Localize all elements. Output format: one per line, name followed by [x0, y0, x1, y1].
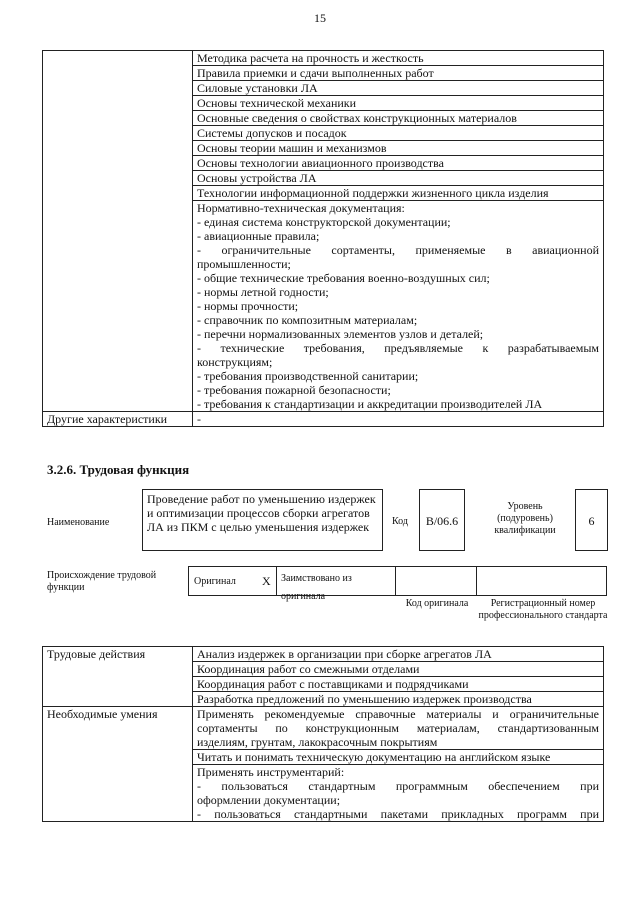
- function-name-box: Проведение работ по уменьшению издержек и оптимизации процессов сборки агрегатов ЛА из ПКМ с целью уменьшения издержек: [142, 489, 383, 551]
- original-mark: X: [262, 574, 271, 588]
- origin-label: Происхождение трудовой функции: [47, 570, 157, 593]
- normative-line: - технические требования, предъявляемые к разрабатываемым: [197, 341, 599, 355]
- action-item: Координация работ со смежными отделами: [193, 662, 604, 677]
- normative-line: - требования к стандартизации и аккредитации производителей ЛА: [197, 397, 543, 411]
- skill-line: сортаменты по конструкционным материалам, стандартизованным: [197, 721, 599, 735]
- knowledge-item: Технологии информационной поддержки жизненного цикла изделия: [193, 186, 604, 201]
- original-label: Оригинал: [194, 576, 236, 587]
- registration-caption: Регистрационный номер профессионального стандарта: [478, 598, 608, 621]
- skill-line: Применять рекомендуемые справочные материалы и ограничительные: [197, 707, 599, 721]
- knowledge-table: [42, 50, 604, 427]
- knowledge-item: Силовые установки ЛА: [193, 81, 604, 96]
- other-characteristics-label: Другие характеристики: [43, 412, 193, 427]
- actions-label: Трудовые действия: [43, 647, 193, 707]
- knowledge-item: Системы допусков и посадок: [193, 126, 604, 141]
- normative-line: - авиационные правила;: [197, 229, 320, 243]
- normative-line: - нормы летной годности;: [197, 285, 329, 299]
- normative-line: - справочник по композитным материалам;: [197, 313, 418, 327]
- skill-line: - пользоваться стандартными пакетами прикладных программ при: [197, 807, 599, 821]
- level-box: 6: [575, 489, 608, 551]
- registration-number-cell: [476, 566, 607, 596]
- section-title: 3.2.6. Трудовая функция: [47, 462, 190, 477]
- knowledge-item: Основные сведения о свойствах конструкционных материалов: [193, 111, 604, 126]
- code-label: Код: [392, 516, 408, 527]
- skill-item: [193, 707, 604, 750]
- skill-item: Читать и понимать техническую документацию на английском языке: [193, 750, 604, 765]
- knowledge-item: Основы теории машин и механизмов: [193, 141, 604, 156]
- knowledge-item: Основы устройства ЛА: [193, 171, 604, 186]
- normative-line: - общие технические требования военно-воздушных сил;: [197, 271, 490, 285]
- skill-item: [193, 765, 604, 822]
- labor-function-table: [42, 646, 604, 822]
- normative-line: промышленности;: [197, 257, 291, 271]
- knowledge-item: Основы технической механики: [193, 96, 604, 111]
- skill-line: изделиям, грунтам, лакокрасочным покрытиям: [197, 735, 438, 749]
- original-code-caption: Код оригинала: [405, 598, 469, 609]
- knowledge-label-cell: [43, 51, 193, 412]
- original-cell: [188, 566, 277, 596]
- skills-label: Необходимые умения: [43, 707, 193, 822]
- normative-line: - ограничительные сортаменты, применяемые в авиационной: [197, 243, 599, 257]
- code-box: B/06.6: [419, 489, 465, 551]
- knowledge-item: Правила приемки и сдачи выполненных работ: [193, 66, 604, 81]
- normative-line: - требования производственной санитарии;: [197, 369, 419, 383]
- action-item: Разработка предложений по уменьшению издержек производства: [193, 692, 604, 707]
- normative-line: - нормы прочности;: [197, 299, 299, 313]
- borrowed-label: Заимствовано из оригинала: [281, 573, 352, 602]
- borrowed-cell: [276, 566, 396, 602]
- normative-line: - требования пожарной безопасности;: [197, 383, 391, 397]
- level-label: Уровень (подуровень) квалификации: [494, 501, 556, 536]
- normative-line: - единая система конструкторской документации;: [197, 215, 451, 229]
- normative-line: Нормативно-техническая документация:: [197, 201, 405, 215]
- original-code-cell: [395, 566, 477, 596]
- skill-line: - пользоваться стандартным программным обеспечением при: [197, 779, 599, 793]
- knowledge-item: Основы технологии авиационного производства: [193, 156, 604, 171]
- action-item: Координация работ с поставщиками и подрядчиками: [193, 677, 604, 692]
- action-item: Анализ издержек в организации при сборке агрегатов ЛА: [193, 647, 604, 662]
- other-characteristics-value: -: [193, 412, 604, 427]
- skill-line: Применять инструментарий:: [197, 765, 345, 779]
- normative-docs-cell: [193, 201, 604, 412]
- name-label: Наименование: [47, 517, 110, 528]
- skill-line: оформлении документации;: [197, 793, 341, 807]
- normative-line: - перечни нормализованных элементов узлов и деталей;: [197, 327, 484, 341]
- normative-line: конструкциям;: [197, 355, 273, 369]
- knowledge-item: Методика расчета на прочность и жесткость: [193, 51, 604, 66]
- page-number: 15: [314, 11, 326, 25]
